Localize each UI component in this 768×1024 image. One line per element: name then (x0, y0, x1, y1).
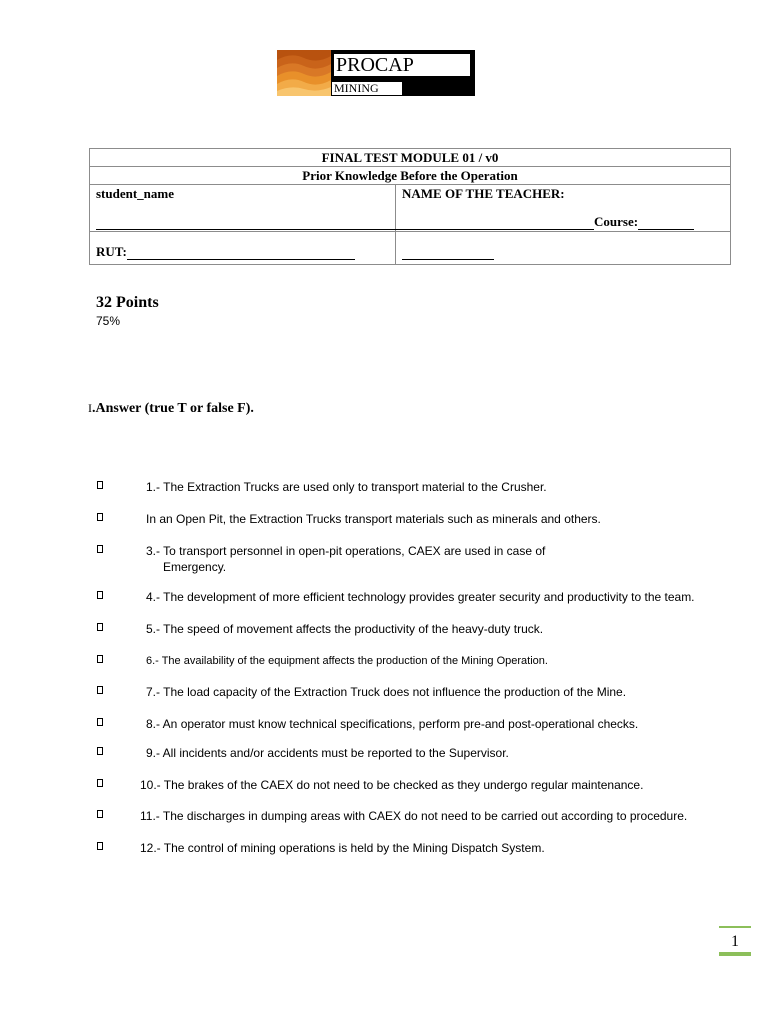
question-text-continued: Emergency. (163, 560, 227, 574)
section-numeral: I (88, 401, 92, 415)
question-text: 11.- The discharges in dumping areas with CAEX do not need to be carried out according to procedure. (140, 809, 688, 823)
teacher-cell[interactable] (396, 185, 731, 232)
answer-checkbox[interactable] (97, 655, 103, 663)
passing-percent: 75% (96, 314, 121, 328)
logo-name: PROCAP (334, 54, 470, 76)
test-header-table (89, 148, 731, 265)
logo-subtitle: MINING (332, 82, 402, 95)
course-line[interactable] (638, 217, 694, 230)
answer-checkbox[interactable] (97, 481, 103, 489)
answer-checkbox[interactable] (97, 810, 103, 818)
question-text: 9.- All incidents and/or accidents must be reported to the Supervisor. (146, 746, 509, 760)
question-text: 3.- To transport personnel in open-pit operations, CAEX are used in case of (146, 544, 546, 558)
answer-checkbox[interactable] (97, 686, 103, 694)
logo-mark-icon (277, 50, 331, 96)
answer-checkbox[interactable] (97, 513, 103, 521)
section-heading (88, 401, 254, 417)
rut-extra-line[interactable] (402, 247, 494, 260)
question-text: 5.- The speed of movement affects the productivity of the heavy-duty truck. (146, 622, 544, 636)
question-text: 6.- The availability of the equipment affects the production of the Mining Operation. (146, 655, 548, 667)
rut-cell[interactable] (90, 232, 396, 265)
rut-label: RUT: (96, 244, 127, 259)
teacher-label: NAME OF THE TEACHER: (402, 186, 565, 201)
student-name-cell[interactable] (90, 185, 396, 232)
question-text: 10.- The brakes of the CAEX do not need to be checked as they undergo regular maintenance. (140, 778, 644, 792)
answer-checkbox[interactable] (97, 779, 103, 787)
test-title: FINAL TEST MODULE 01 / v0 (90, 149, 731, 167)
section-title: .Answer (true T or false F). (92, 401, 254, 416)
page-number: 1 (719, 926, 751, 956)
rut-line[interactable] (127, 247, 355, 260)
answer-checkbox[interactable] (97, 747, 103, 755)
question-text: 12.- The control of mining operations is held by the Mining Dispatch System. (140, 841, 545, 855)
answer-checkbox[interactable] (97, 718, 103, 726)
teacher-name-line[interactable] (402, 217, 594, 230)
answer-checkbox[interactable] (97, 623, 103, 631)
question-text: 1.- The Extraction Trucks are used only to transport material to the Crusher. (146, 480, 547, 494)
answer-checkbox[interactable] (97, 842, 103, 850)
student-name-line[interactable] (96, 217, 406, 230)
student-name-label: student_name (96, 186, 175, 201)
test-subtitle: Prior Knowledge Before the Operation (90, 167, 731, 185)
total-points: 32 Points (96, 294, 159, 311)
procap-logo (277, 50, 475, 96)
answer-checkbox[interactable] (97, 591, 103, 599)
rut-extra-cell[interactable] (396, 232, 731, 265)
question-text: 4.- The development of more efficient technology provides greater security and productivity to the team. (146, 590, 695, 604)
question-text: 8.- An operator must know technical specifications, perform pre-and post-operational checks. (146, 717, 639, 731)
course-label: Course: (594, 214, 639, 229)
answer-checkbox[interactable] (97, 545, 103, 553)
question-text: In an Open Pit, the Extraction Trucks transport materials such as minerals and others. (146, 512, 601, 526)
question-text: 7.- The load capacity of the Extraction Truck does not influence the production of the Mine. (146, 685, 627, 699)
